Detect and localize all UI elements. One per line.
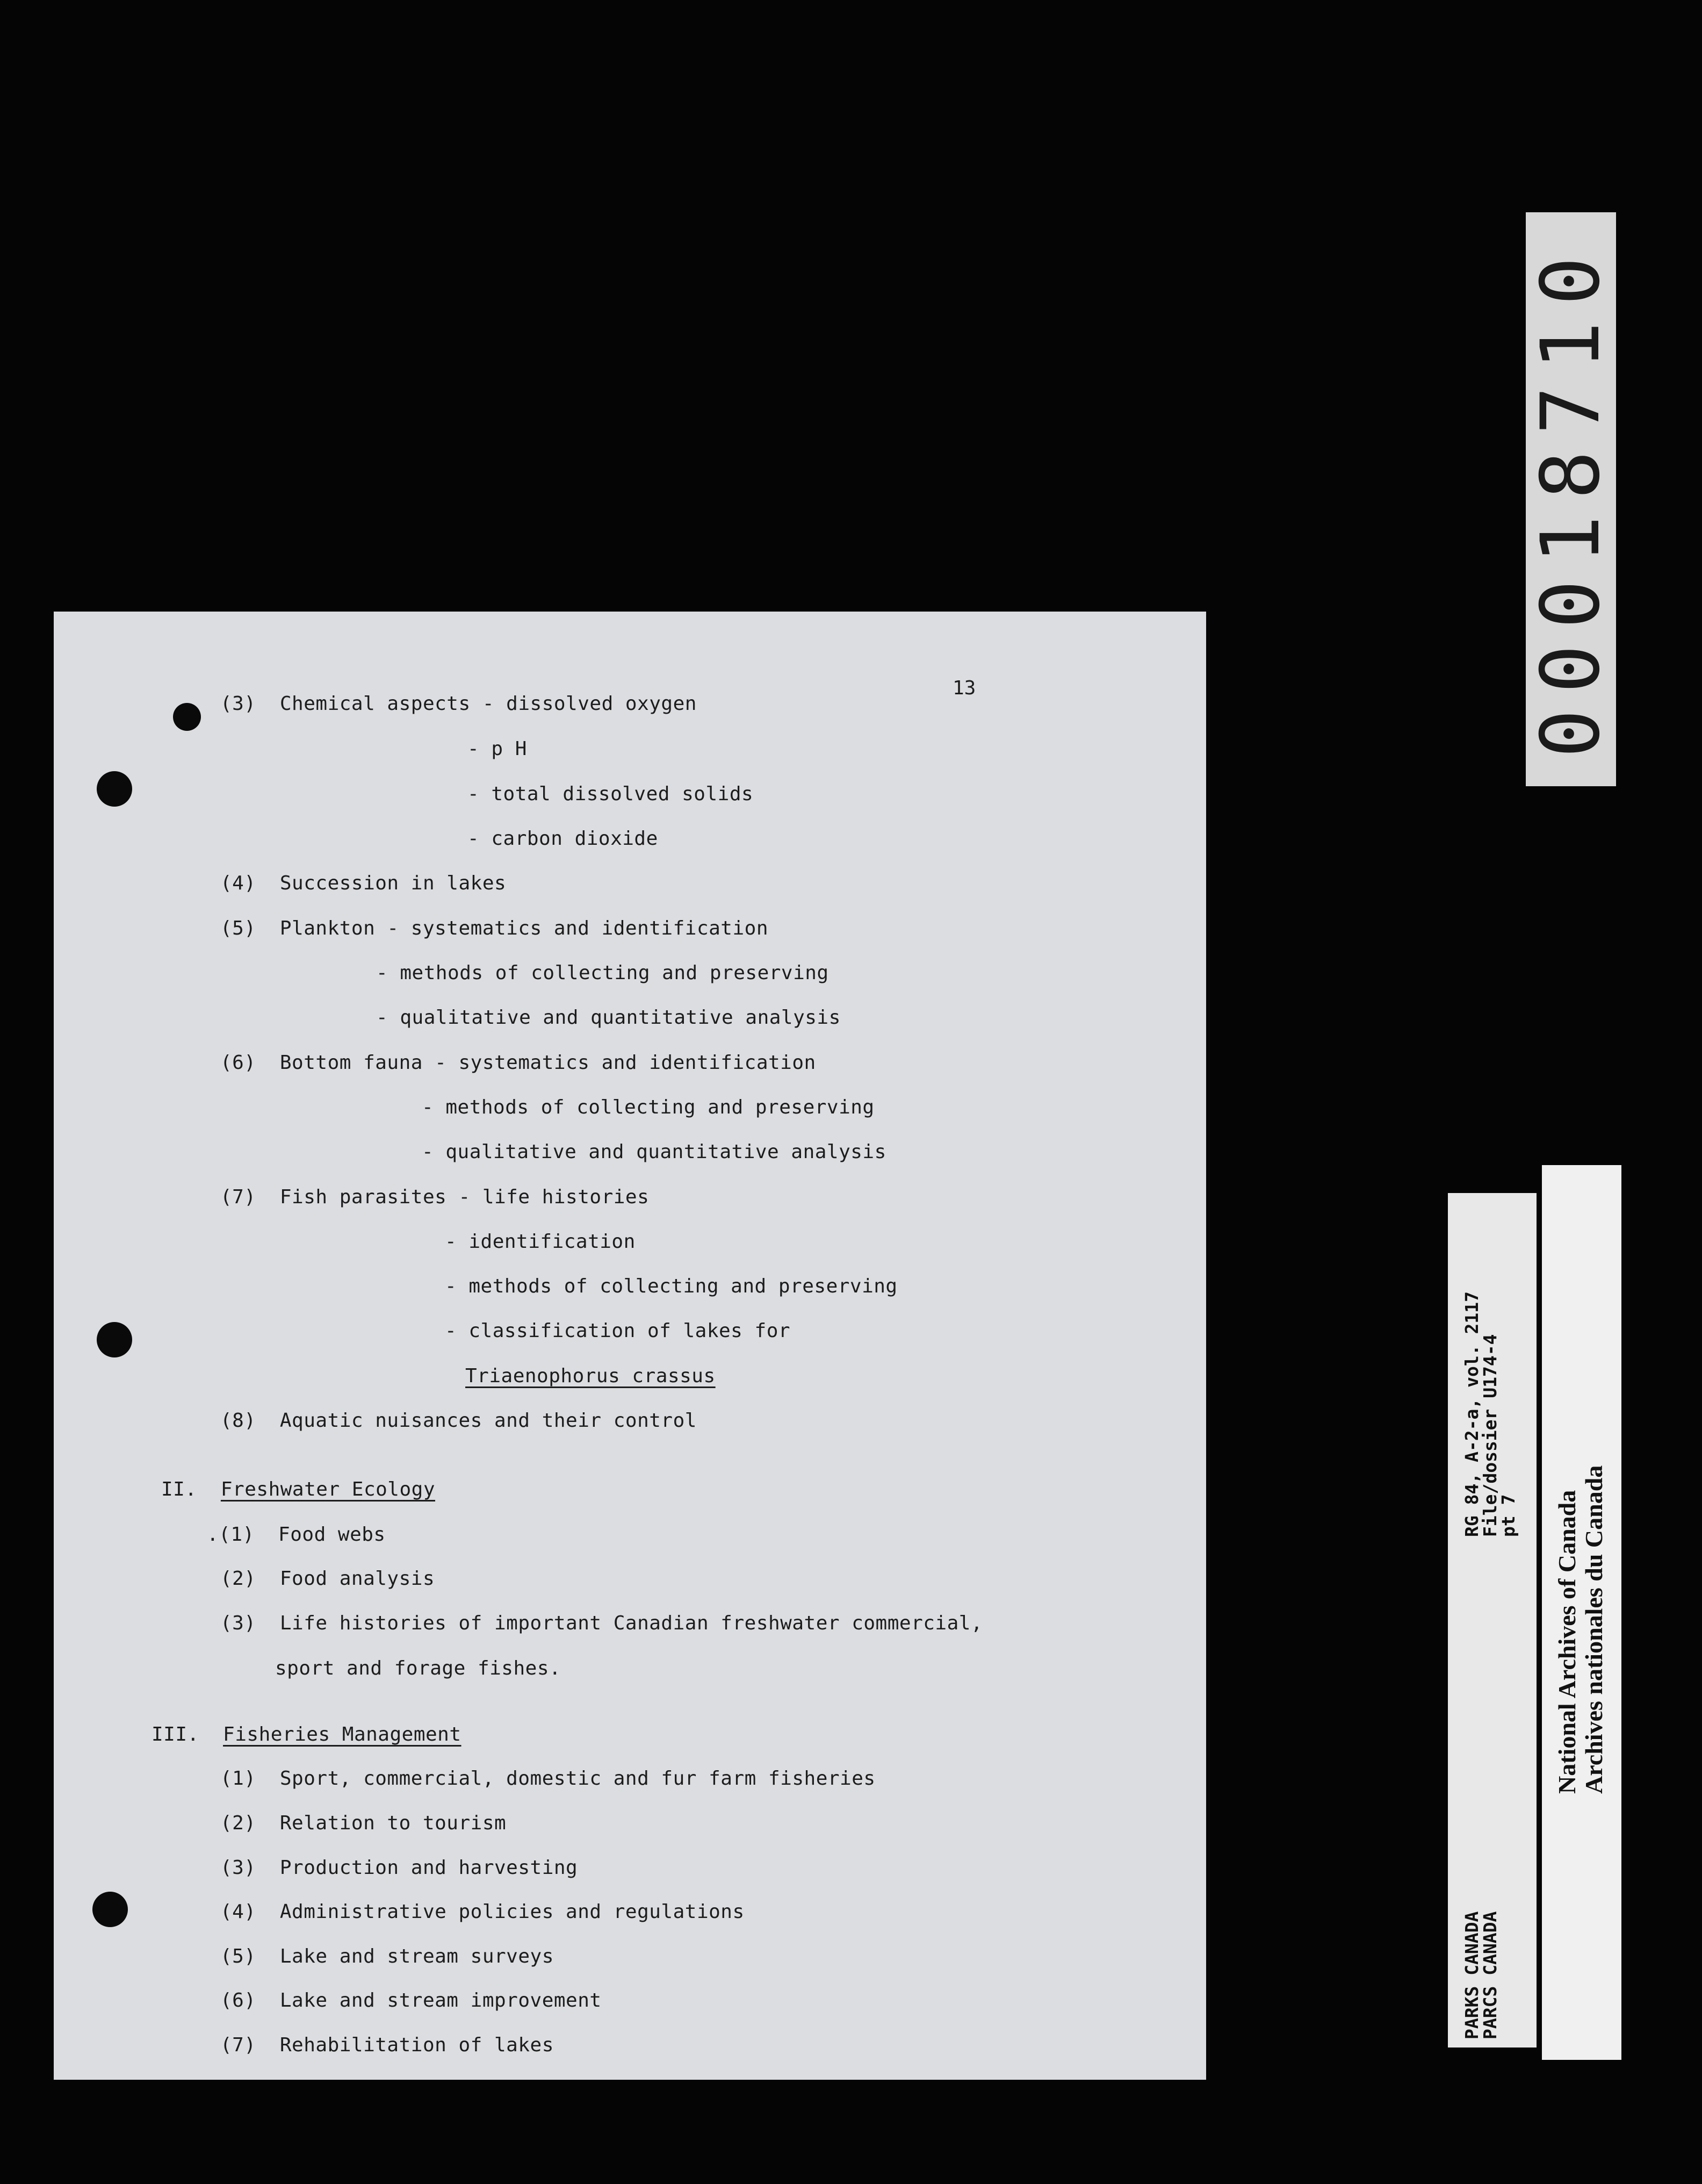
line-text: (2) Relation to tourism <box>220 1812 507 1834</box>
text-line <box>445 1320 790 1342</box>
line-text: - methods of collecting and preserving <box>376 962 829 984</box>
line-text: (6) Lake and stream improvement <box>220 1989 602 2011</box>
line-text: - qualitative and quantitative analysis <box>376 1007 841 1029</box>
text-line <box>467 738 527 760</box>
reference-line: pt 7 <box>1498 1494 1519 1537</box>
agency-line: PARCS CANADA <box>1480 1911 1501 2039</box>
underlined-heading: Triaenophorus crassus <box>465 1365 716 1387</box>
line-text: .(1) Food webs <box>207 1524 386 1546</box>
text-line <box>220 1813 506 1834</box>
text-line <box>467 828 658 850</box>
text-line <box>220 873 506 894</box>
line-text: (1) Sport, commercial, domestic and fur farm fisheries <box>220 1768 876 1790</box>
line-text: (6) Bottom fauna - systematics and identification <box>220 1052 816 1074</box>
line-text: (3) Life histories of important Canadian freshwater commercial, <box>220 1612 983 1634</box>
punch-hole <box>92 1892 128 1927</box>
text-line <box>445 1231 636 1253</box>
line-text: III. <box>152 1723 223 1745</box>
agency-line: PARKS CANADA <box>1461 1911 1482 2039</box>
line-text: (8) Aquatic nuisances and their control <box>220 1410 697 1432</box>
text-line <box>220 918 768 939</box>
line-text: (5) Lake and stream surveys <box>220 1945 554 1967</box>
text-line <box>376 962 829 984</box>
text-line <box>220 2035 554 2056</box>
text-line <box>220 1410 697 1432</box>
underlined-heading: Fisheries Management <box>223 1723 461 1745</box>
punch-hole <box>97 1322 132 1357</box>
line-text: (2) Food analysis <box>220 1568 435 1590</box>
text-line <box>465 1366 716 1387</box>
text-line <box>220 1768 876 1790</box>
text-line <box>445 1276 898 1297</box>
punch-hole <box>173 703 201 731</box>
text-line <box>376 1007 841 1029</box>
line-text: (7) Rehabilitation of lakes <box>220 2034 554 2056</box>
text-line <box>220 1187 649 1208</box>
text-line <box>422 1141 886 1163</box>
line-text: - methods of collecting and preserving <box>422 1096 875 1118</box>
text-line <box>220 1946 554 1967</box>
line-text: - total dissolved solids <box>467 783 754 805</box>
archive-reference <box>1463 1291 1518 1537</box>
text-line <box>207 1524 386 1546</box>
line-text: - p H <box>467 738 527 760</box>
text-line <box>220 1613 983 1634</box>
text-line <box>220 1568 435 1590</box>
text-line <box>220 1857 578 1879</box>
line-text: - identification <box>445 1231 636 1253</box>
line-text: II. <box>161 1478 221 1500</box>
frame-number: 00018710 <box>1524 240 1618 758</box>
text-line <box>422 1097 875 1118</box>
line-text: (4) Succession in lakes <box>220 872 507 894</box>
line-text: (5) Plankton - systematics and identification <box>220 917 768 939</box>
frame-number-strip <box>1526 212 1616 786</box>
archives-name <box>1554 1465 1607 1794</box>
archives-label <box>1542 1165 1621 2060</box>
line-text: - classification of lakes for <box>445 1320 791 1342</box>
text-line <box>467 784 753 805</box>
line-text: - carbon dioxide <box>467 828 658 850</box>
archive-reference-label <box>1448 1193 1537 2048</box>
text-line <box>220 693 697 715</box>
line-text: (7) Fish parasites - life histories <box>220 1186 650 1208</box>
text-line <box>275 1658 561 1679</box>
text-line <box>161 1479 435 1500</box>
line-text: sport and forage fishes. <box>275 1657 561 1679</box>
line-text: - methods of collecting and preserving <box>445 1275 898 1297</box>
agency-stamp <box>1463 1912 1499 2039</box>
text-line <box>220 1901 745 1923</box>
page-number: 13 <box>953 677 976 699</box>
underlined-heading: Freshwater Ecology <box>220 1478 436 1500</box>
line-text: (3) Chemical aspects - dissolved oxygen <box>220 693 697 715</box>
reference-line: File/dossier U174-4 <box>1480 1334 1501 1537</box>
text-line <box>152 1724 461 1745</box>
line-text: (3) Production and harvesting <box>220 1857 578 1879</box>
text-line <box>220 1052 816 1074</box>
archives-line: Archives nationales du Canada <box>1580 1465 1607 1794</box>
line-text: (4) Administrative policies and regulations <box>220 1901 745 1923</box>
punch-hole <box>97 771 132 807</box>
reference-line: RG 84, A-2-a, vol. 2117 <box>1461 1291 1482 1537</box>
archives-line: National Archives of Canada <box>1553 1490 1581 1794</box>
text-line <box>220 1990 602 2011</box>
line-text: - qualitative and quantitative analysis <box>422 1141 886 1163</box>
